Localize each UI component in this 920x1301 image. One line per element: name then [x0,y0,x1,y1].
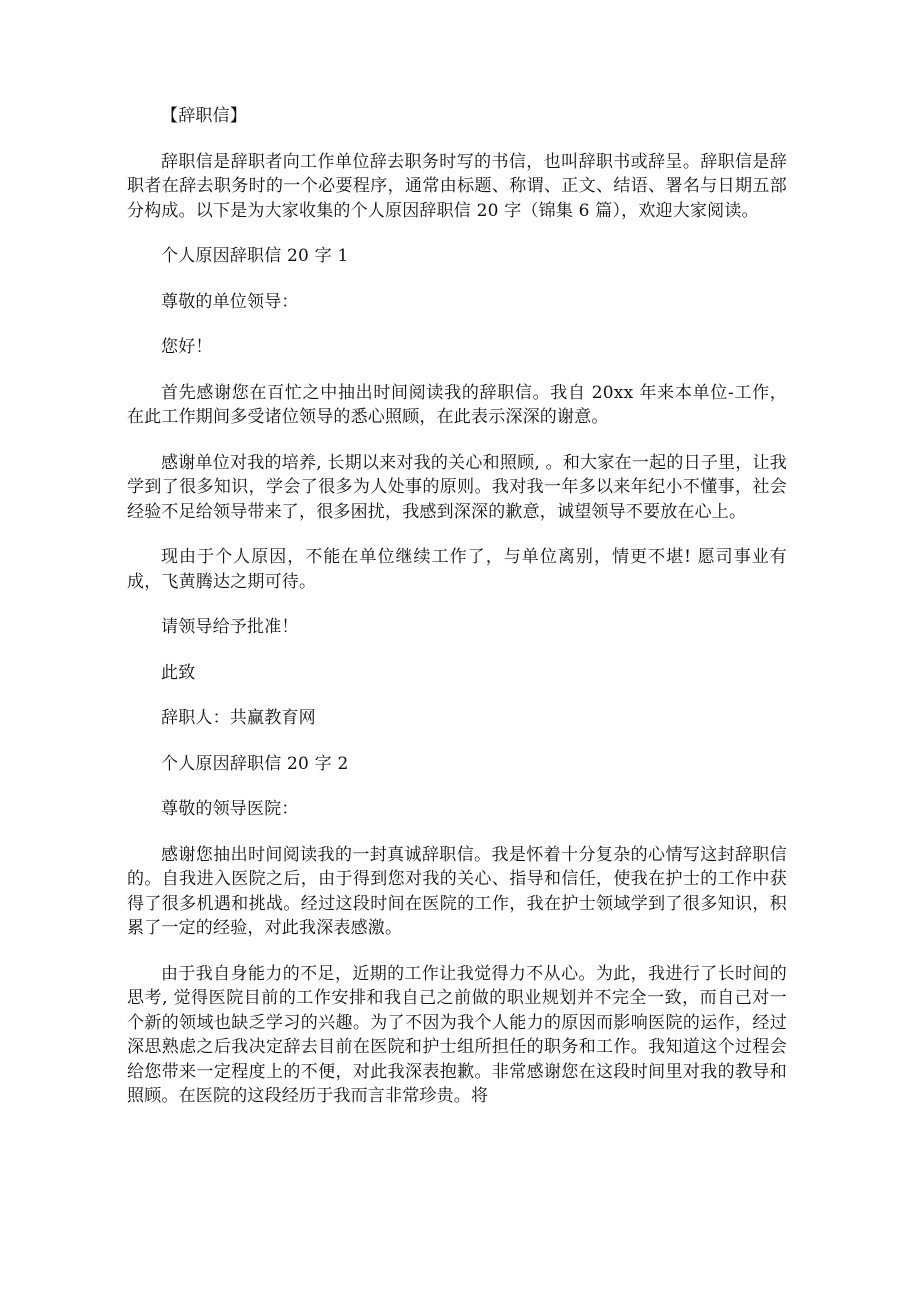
intro-paragraph: 辞职信是辞职者向工作单位辞去职务时写的书信，也叫辞职书或辞呈。辞职信是辞职者在辞去职务时的一个必要程序，通常由标题、称谓、正文、结语、署名与日期五部分构成。以下是为大家收集的个人原因辞职信 20 字（锦集 6 篇），欢迎大家阅读。 [127,151,787,221]
letter1-greeting: 您好！ [161,337,213,357]
letter1-paragraph-1: 首先感谢您在百忙之中抽出时间阅读我的辞职信。我自 20xx 年来本单位-工作，在此工作期间多受诸位领导的悉心照顾，在此表示深深的谢意。 [127,382,787,427]
document-title: 【辞职信】 [161,106,247,126]
letter1-heading: 个人原因辞职信 20 字 1 [161,246,349,266]
letter1-signature: 辞职人：共赢教育网 [161,708,316,728]
letter1-closing: 此致 [161,662,196,683]
letter1-salutation: 尊敬的单位领导： [161,291,299,312]
letter2-paragraph-2: 由于我自身能力的不足，近期的工作让我觉得力不从心。为此，我进行了长时间的思考, 觉得医院目前的工作安排和我自己之前做的职业规划并不完全一致，而自己对一个新的领域也缺乏学习的兴趣。为了不因为我个人能力的原因而影响医院的运作，经过深思熟虑之后我决定辞去目前在医院和护士组所担任的职务和工作。我知道这个过程会给您带来一定程度上的不便，对此我深表抱歉。非常感谢您在这段时间里对我的教导和照顾。在医院的这段经历于我而言非常珍贵。将 [127,963,787,1106]
document-body [127,104,787,1130]
letter1-paragraph-4: 请领导给予批准！ [161,617,299,637]
letter2-salutation: 尊敬的领导医院： [161,799,299,819]
letter2-paragraph-1: 感谢您抽出时间阅读我的一封真诚辞职信。我是怀着十分复杂的心情写这封辞职信的。自我进入医院之后，由于得到您对我的关心、指导和信任，使我在护士的工作中获得了很多机遇和挑战。经过这段时间在医院的工作，我在护士领域学到了很多知识，积累了一定的经验，对此我深表感激。 [127,844,787,938]
letter1-paragraph-3: 现由于个人原因，不能在单位继续工作了，与单位离别，情更不堪! 愿司事业有成，飞黄腾达之期可待。 [127,547,787,592]
letter1-paragraph-2: 感谢单位对我的培养, 长期以来对我的关心和照顾, 。和大家在一起的日子里，让我学到了很多知识，学会了很多为人处事的原则。我对我一年多以来年纪小不懂事，社会经验不足给领导带来了，很多困扰，我感到深深的歉意，诚望领导不要放在心上。 [127,452,787,522]
letter2-heading: 个人原因辞职信 20 字 2 [161,753,349,774]
